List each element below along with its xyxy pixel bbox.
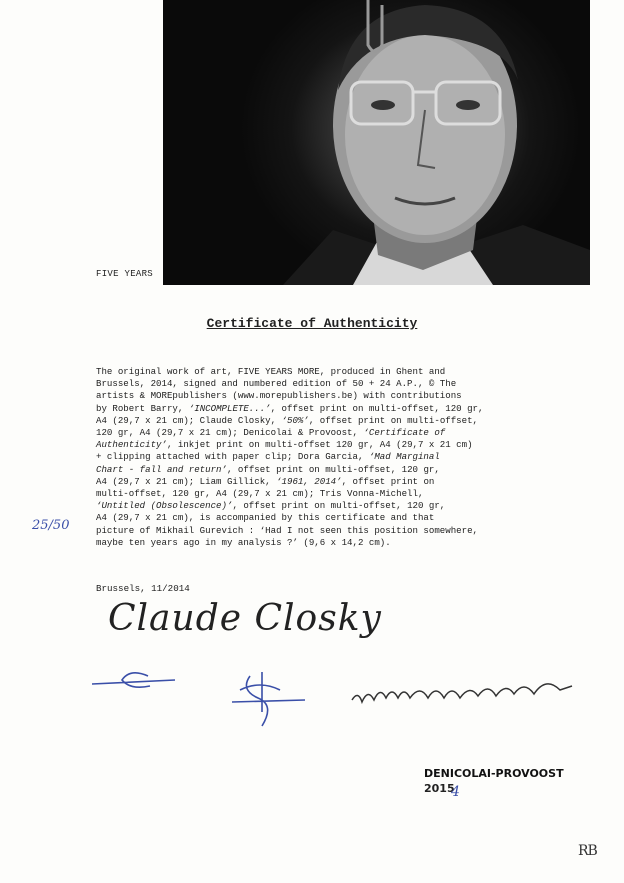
- body-segment: maybe ten years ago in my analysis ?’ (9,6 x 14,2 cm).: [96, 536, 391, 548]
- place-date: Brussels, 11/2014: [96, 583, 190, 594]
- stamp-year: 2015: [424, 782, 455, 795]
- body-title-segment: ‘Certificate of: [363, 427, 446, 439]
- signature-gillick-mark: [232, 672, 305, 726]
- body-segment: The original work of art, FIVE YEARS MORE, produced in Ghent and: [96, 366, 446, 377]
- body-segment: , offset print on multi-offset, 120 gr,: [270, 402, 484, 414]
- body-title-segment: ‘1961, 2014’: [276, 475, 342, 487]
- body-title-segment: Authenticity’: [96, 439, 167, 451]
- stamp-year-correction: 4: [451, 784, 460, 800]
- certificate-title: Certificate of Authenticity: [206, 316, 418, 331]
- body-title-segment: ‘Untitled (Obsolescence)’: [96, 500, 233, 512]
- body-title-segment: ‘Mad Marginal: [368, 451, 440, 463]
- body-segment: , inkjet print on multi-offset 120 gr, A4 (29,7 x 21 cm): [166, 439, 473, 451]
- body-segment: A4 (29,7 x 21 cm); Claude Closky,: [96, 414, 282, 426]
- stamp-name: DENICOLAI-PROVOOST: [424, 767, 564, 780]
- signature-garcia-mark: [92, 673, 175, 687]
- header-label: FIVE YEARS: [96, 269, 154, 279]
- body-segment: picture of Mikhail Gurevich : ‘Had I not seen this position somewhere,: [96, 524, 478, 536]
- body-title-segment: ‘50%’: [281, 414, 309, 426]
- body-title-segment: Chart - fall and return’: [96, 463, 227, 475]
- body-segment: A4 (29,7 x 21 cm), is accompanied by this certificate and that: [96, 512, 435, 524]
- body-segment: multi-offset, 120 gr, A4 (29,7 x 21 cm); Tris Vonna-Michell,: [96, 488, 424, 500]
- body-segment: by Robert Barry,: [96, 402, 189, 414]
- body-segment: + clipping attached with paper clip; Dora Garcia,: [96, 451, 369, 463]
- body-segment: , offset print on multi-offset, 120 gr,: [226, 463, 440, 475]
- signature-vonna-michell-mark: [352, 684, 572, 702]
- body-segment: A4 (29,7 x 21 cm); Liam Gillick,: [96, 475, 277, 487]
- body-segment: Brussels, 2014, signed and numbered edition of 50 + 24 A.P., © The: [96, 378, 457, 390]
- signature-closky: Claude Closky: [108, 598, 382, 639]
- initials: RB: [578, 843, 597, 859]
- body-title-segment: ‘INCOMPLETE...’: [188, 402, 271, 414]
- body-segment: 120 gr, A4 (29,7 x 21 cm); Denicolai & Provoost,: [96, 427, 364, 439]
- body-segment: , offset print on multi-offset, 120 gr,: [232, 500, 446, 512]
- body-segment: artists & MOREpublishers (www.morepublishers.be) with contributions: [96, 390, 462, 402]
- body-segment: , offset print on: [341, 475, 435, 487]
- body-segment: , offset print on multi-offset,: [308, 414, 479, 426]
- edition-number: 25/50: [32, 518, 70, 533]
